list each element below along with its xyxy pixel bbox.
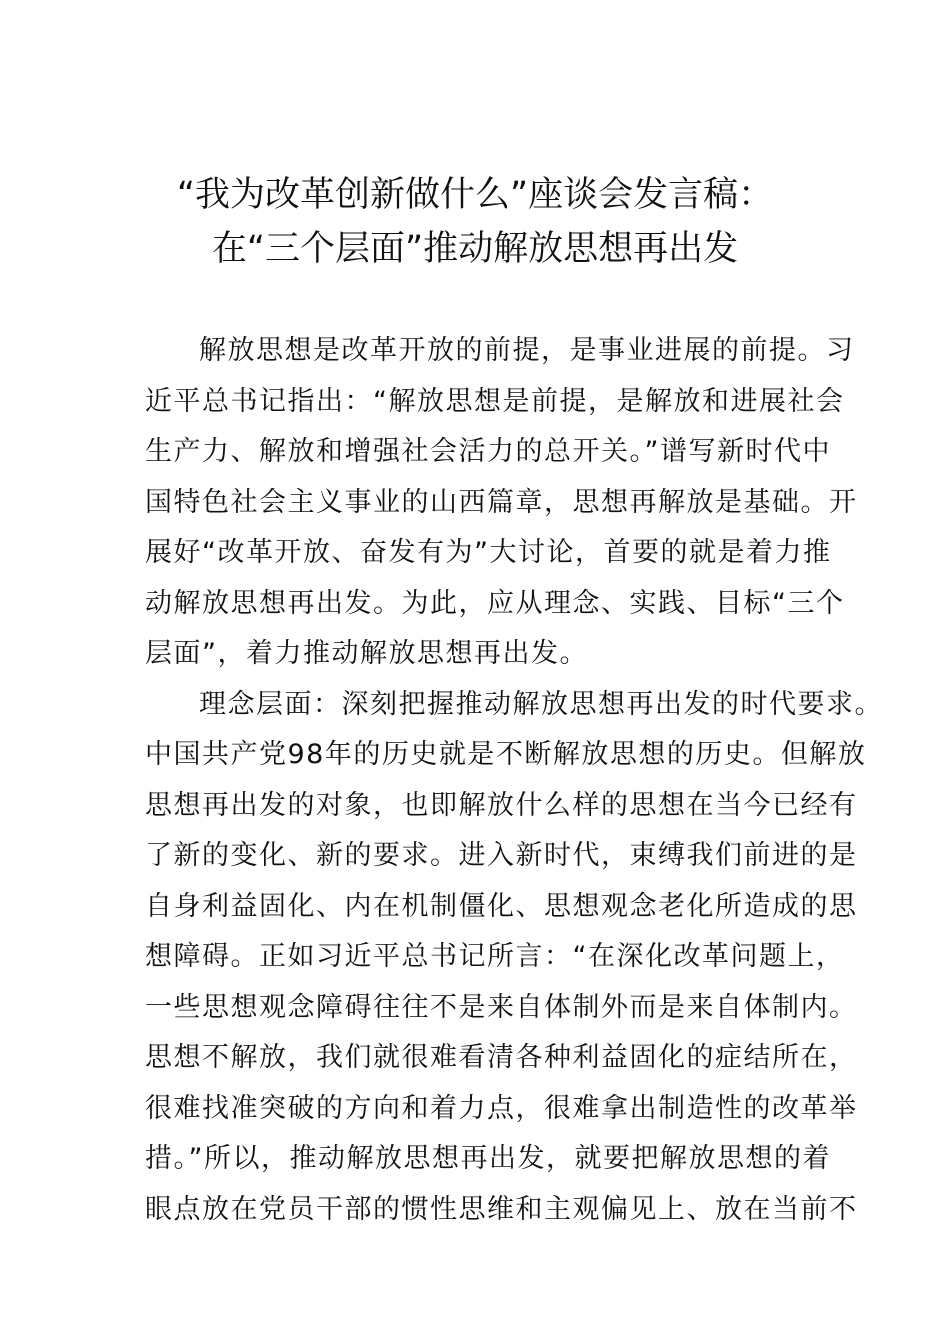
text-line: 生产力、解放和增强社会活力的总开关。”谱写新时代中: [145, 436, 831, 467]
text-line: 自身利益固化、内在机制僵化、思想观念老化所造成的思: [145, 890, 858, 922]
document-title: [100, 168, 850, 276]
text-line: 很难找准突破的方向和着力点，很难拿出制造性的改革举: [145, 1092, 858, 1124]
document-body: [145, 326, 883, 1235]
text-line: 想障碍。正如习近平总书记所言：“在深化改革问题上，: [145, 941, 845, 972]
text-line: 中国共产党98年的历史就是不断解放思想的历史。但解放: [145, 739, 867, 770]
text-line: 思想不解放，我们就很难看清各种利益固化的症结所在，: [145, 1042, 858, 1073]
text-line: 眼点放在党员干部的惯性思维和主观偏见上、放在当前不: [145, 1193, 858, 1225]
text-line: 展好“改革开放、奋发有为”大讨论，首要的就是着力推: [145, 537, 832, 568]
paragraph-1: [145, 326, 858, 680]
title-line-1: “我为改革创新做什么”座谈会发言稿：: [176, 175, 774, 215]
text-line: 层面”，着力推动解放思想再出发。: [145, 638, 588, 669]
title-line-2: 在“三个层面”推动解放思想再出发: [211, 229, 739, 269]
text-line: 动解放思想再出发。为此，应从理念、实践、目标“三个: [145, 587, 845, 619]
text-line: 理念层面：深刻把握推动解放思想再出发的时代要求。: [199, 688, 883, 720]
text-line: 国特色社会主义事业的山西篇章，思想再解放是基础。开: [145, 486, 858, 518]
text-line: 近平总书记指出：“解放思想是前提，是解放和进展社会: [145, 385, 845, 417]
text-line: 一些思想观念障碍往往不是来自体制外而是来自体制内。: [145, 991, 858, 1023]
text-line: 思想再出发的对象，也即解放什么样的思想在当今已经有: [145, 789, 858, 821]
text-line: 了新的变化、新的要求。进入新时代，束缚我们前进的是: [145, 840, 858, 871]
text-line: 解放思想是改革开放的前提，是事业进展的前提。习: [199, 335, 855, 366]
text-line: 措。”所以，推动解放思想再出发，就要把解放思想的着: [145, 1143, 831, 1174]
paragraph-2: [145, 680, 883, 1236]
